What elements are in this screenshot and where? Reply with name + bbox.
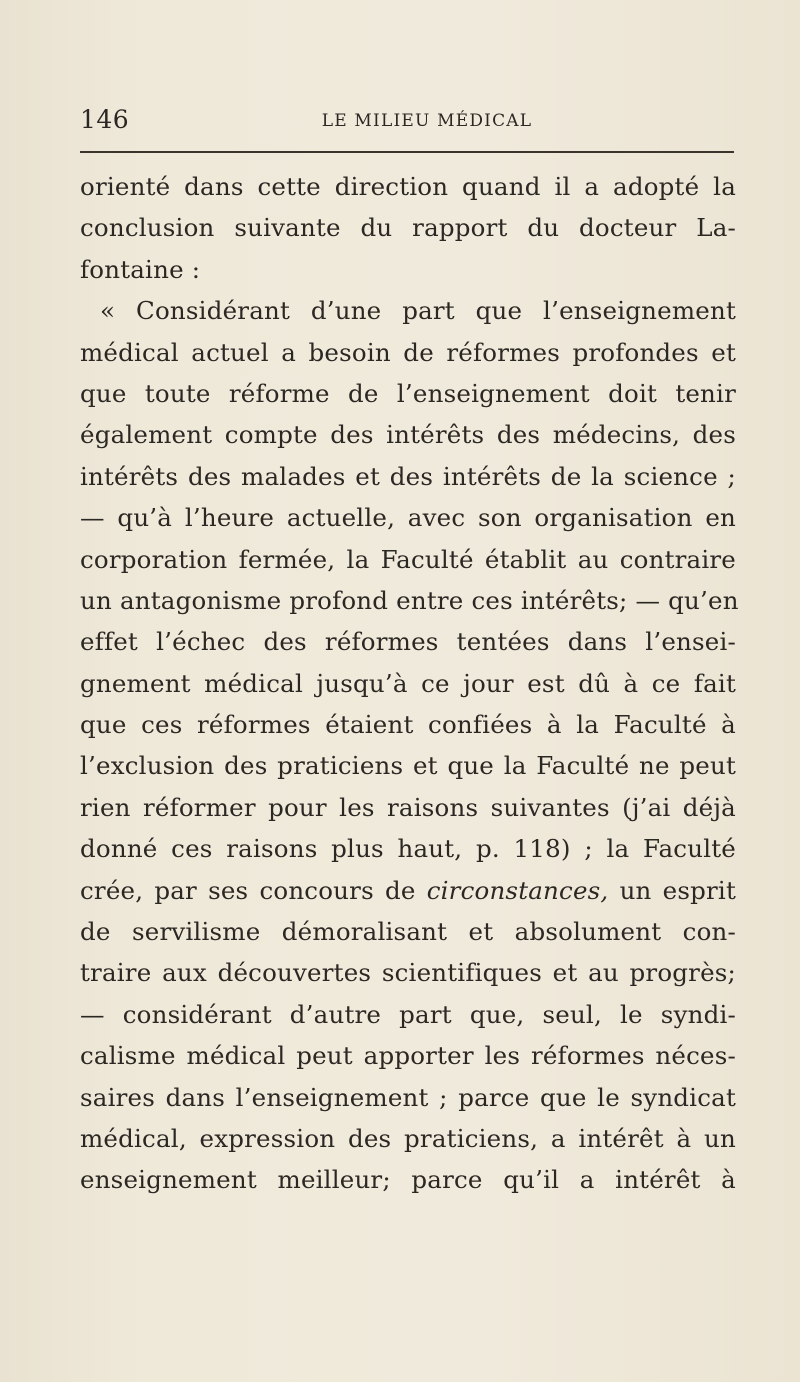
text-line: corporation fermée, la Faculté établit au contraire [80, 544, 736, 574]
header-rule [80, 151, 734, 153]
text-line: enseignement meilleur; parce qu’il a intérêt à [80, 1165, 736, 1195]
running-title: LE MILIEU MÉDICAL [321, 111, 533, 131]
body-text [80, 166, 739, 1201]
italic-word: circonstances, [426, 875, 609, 905]
page-number: 146 [80, 105, 130, 134]
text-line: médical, expression des praticiens, a intérêt à un [80, 1123, 736, 1153]
text-line: que toute réforme de l’enseignement doit tenir [80, 378, 736, 408]
text-line: — qu’à l’heure actuelle, avec son organisation en [80, 503, 736, 533]
text-line: donné ces raisons plus haut, p. 118) ; la Faculté [80, 834, 736, 864]
text-line: rien réformer pour les raisons suivantes (j’ai déjà [80, 792, 736, 822]
text-line: calisme médical peut apporter les réformes néces- [80, 1041, 736, 1071]
text-line: intérêts des malades et des intérêts de la science ; [80, 461, 736, 491]
text-line: orienté dans cette direction quand il a adopté la [80, 172, 736, 201]
text-line: de servilisme démoralisant et absolument con- [80, 917, 736, 947]
text-line: — considérant d’autre part que, seul, le syndi- [80, 999, 736, 1029]
text-line: effet l’échec des réformes tentées dans l’ensei- [80, 627, 736, 657]
text-line: « Considérant d’une part que l’enseignement [100, 296, 736, 326]
text-line: gnement médical jusqu’à ce jour est dû à ce fait [80, 668, 736, 698]
text-line: fontaine : [80, 254, 201, 284]
text-segment: crée, par ses concours de [80, 875, 416, 905]
text-line: traire aux découvertes scientifiques et au progrès; [80, 958, 736, 988]
text-line: médical actuel a besoin de réformes profondes et [80, 337, 736, 367]
text-line-italic-phrase [80, 870, 736, 911]
text-line: conclusion suivante du rapport du docteur La- [80, 213, 736, 243]
running-head [80, 104, 734, 136]
text-line: un antagonisme profond entre ces intérêts; — qu’en [80, 585, 739, 615]
text-line: l’exclusion des praticiens et que la Faculté ne peut [80, 751, 736, 781]
text-line: que ces réformes étaient confiées à la Faculté à [80, 710, 736, 740]
text-segment: un esprit [619, 875, 736, 905]
text-line: saires dans l’enseignement ; parce que le syndicat [80, 1082, 736, 1112]
text-line: également compte des intérêts des médecins, des [80, 420, 736, 450]
